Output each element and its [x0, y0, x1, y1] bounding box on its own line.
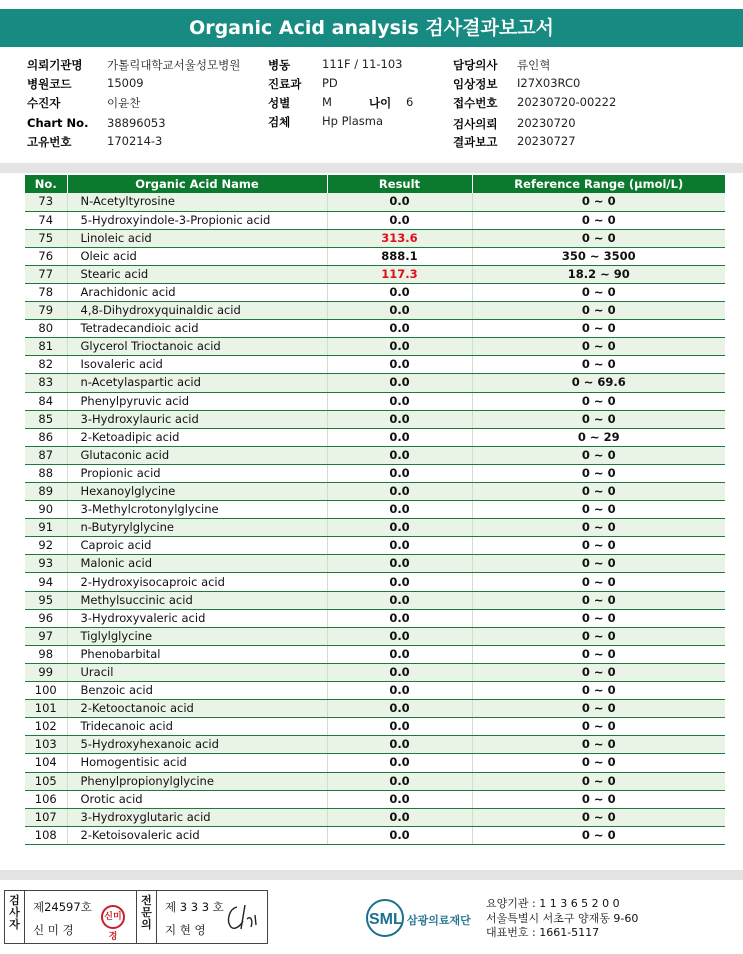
row-reference: 0 ~ 0: [472, 609, 725, 627]
row-number: 91: [25, 519, 67, 537]
row-acid-name: 2-Ketoisovaleric acid: [67, 826, 327, 844]
table-row: [25, 808, 725, 826]
row-result: 0.0: [327, 464, 472, 482]
row-reference: 0 ~ 0: [472, 464, 725, 482]
table-row: [25, 609, 725, 627]
specialist-license: 제 3 3 3 호: [165, 900, 224, 914]
table-row: [25, 410, 725, 428]
row-reference: 0 ~ 0: [472, 392, 725, 410]
label-report-date: 결과보고: [453, 135, 498, 149]
table-row: [25, 790, 725, 808]
row-acid-name: Phenylpropionylglycine: [67, 772, 327, 790]
row-reference: 0 ~ 0: [472, 501, 725, 519]
row-acid-name: Propionic acid: [67, 464, 327, 482]
row-acid-name: Oleic acid: [67, 247, 327, 265]
row-result: 0.0: [327, 790, 472, 808]
row-acid-name: n-Acetylaspartic acid: [67, 374, 327, 392]
row-reference: 0 ~ 69.6: [472, 374, 725, 392]
footer: [0, 880, 743, 954]
table-row: [25, 446, 725, 464]
row-number: 100: [25, 682, 67, 700]
label-clinical-info: 임상정보: [453, 77, 498, 91]
sml-logo: [365, 896, 480, 940]
examiner-license: 제24597호: [33, 900, 92, 914]
row-number: 92: [25, 537, 67, 555]
label-receipt-no: 접수번호: [453, 96, 498, 110]
row-number: 85: [25, 410, 67, 428]
table-row: [25, 555, 725, 573]
row-result: 0.0: [327, 591, 472, 609]
header-result: Result: [327, 175, 472, 193]
table-row: [25, 302, 725, 320]
row-number: 88: [25, 464, 67, 482]
row-result: 0.0: [327, 519, 472, 537]
table-row: [25, 211, 725, 229]
row-acid-name: Malonic acid: [67, 555, 327, 573]
table-row: [25, 591, 725, 609]
table-row: [25, 826, 725, 844]
row-acid-name: 3-Methylcrotonylglycine: [67, 501, 327, 519]
row-acid-name: 3-Hydroxylauric acid: [67, 410, 327, 428]
table-row: [25, 627, 725, 645]
section-divider: [0, 163, 743, 173]
value-patient: 이윤찬: [107, 96, 141, 110]
row-result: 0.0: [327, 645, 472, 663]
value-hospital-code: 15009: [107, 76, 144, 90]
row-result: 0.0: [327, 663, 472, 681]
value-specimen: Hp Plasma: [322, 114, 384, 128]
row-reference: 0 ~ 0: [472, 591, 725, 609]
table-row: [25, 501, 725, 519]
row-number: 76: [25, 247, 67, 265]
row-result: 0.0: [327, 193, 472, 211]
label-ward: 병동: [268, 58, 291, 72]
table-row: [25, 193, 725, 211]
institution-code: 요양기관 : 1 1 3 6 5 2 0 0: [486, 897, 620, 910]
report-title: Organic Acid analysis 검사결과보고서: [0, 9, 743, 47]
row-reference: 0 ~ 0: [472, 193, 725, 211]
header-no: No.: [25, 175, 67, 193]
row-reference: 0 ~ 0: [472, 573, 725, 591]
row-reference: 0 ~ 0: [472, 211, 725, 229]
row-reference: 0 ~ 0: [472, 808, 725, 826]
label-department: 진료과: [268, 77, 302, 91]
value-doctor: 류인혁: [517, 58, 551, 72]
row-result: 0.0: [327, 808, 472, 826]
label-chart-no: Chart No.: [27, 116, 89, 130]
row-number: 80: [25, 320, 67, 338]
row-number: 87: [25, 446, 67, 464]
row-number: 94: [25, 573, 67, 591]
row-result: 0.0: [327, 537, 472, 555]
row-acid-name: Tiglylglycine: [67, 627, 327, 645]
label-doctor: 담당의사: [453, 58, 498, 72]
specialist-label: 전문의: [137, 891, 157, 943]
table-row: [25, 320, 725, 338]
row-result: 0.0: [327, 700, 472, 718]
row-result: 0.0: [327, 627, 472, 645]
row-number: 78: [25, 283, 67, 301]
row-result: 0.0: [327, 682, 472, 700]
specialist-signature: [223, 901, 263, 935]
row-number: 93: [25, 555, 67, 573]
row-number: 101: [25, 700, 67, 718]
row-acid-name: 2-Ketooctanoic acid: [67, 700, 327, 718]
results-table: [25, 175, 725, 845]
row-result: 0.0: [327, 428, 472, 446]
footer-divider: [0, 870, 743, 880]
table-row: [25, 700, 725, 718]
row-acid-name: 2-Hydroxyisocaproic acid: [67, 573, 327, 591]
label-request-date: 검사의뢰: [453, 117, 498, 131]
row-reference: 0 ~ 0: [472, 645, 725, 663]
row-number: 74: [25, 211, 67, 229]
table-row: [25, 464, 725, 482]
table-row: [25, 645, 725, 663]
row-acid-name: N-Acetyltyrosine: [67, 193, 327, 211]
org-phone: 대표번호 : 1661-5117: [486, 926, 600, 939]
row-number: 108: [25, 826, 67, 844]
row-reference: 350 ~ 3500: [472, 247, 725, 265]
examiner-label: 검사자: [5, 891, 25, 943]
row-result: 0.0: [327, 736, 472, 754]
row-result: 0.0: [327, 826, 472, 844]
table-row: [25, 682, 725, 700]
row-reference: 0 ~ 0: [472, 283, 725, 301]
row-result: 313.6: [327, 229, 472, 247]
row-number: 103: [25, 736, 67, 754]
row-acid-name: Caproic acid: [67, 537, 327, 555]
row-result: 0.0: [327, 211, 472, 229]
header-name: Organic Acid Name: [67, 175, 327, 193]
row-number: 99: [25, 663, 67, 681]
row-reference: 0 ~ 0: [472, 229, 725, 247]
row-reference: 0 ~ 0: [472, 826, 725, 844]
signature-box: [4, 890, 268, 944]
row-acid-name: 5-Hydroxyindole-3-Propionic acid: [67, 211, 327, 229]
row-reference: 0 ~ 0: [472, 736, 725, 754]
row-result: 0.0: [327, 754, 472, 772]
row-number: 79: [25, 302, 67, 320]
row-acid-name: Tridecanoic acid: [67, 718, 327, 736]
table-row: [25, 374, 725, 392]
row-result: 0.0: [327, 446, 472, 464]
row-acid-name: 5-Hydroxyhexanoic acid: [67, 736, 327, 754]
row-acid-name: 2-Ketoadipic acid: [67, 428, 327, 446]
row-result: 117.3: [327, 265, 472, 283]
table-row: [25, 537, 725, 555]
table-row: [25, 519, 725, 537]
row-result: 0.0: [327, 338, 472, 356]
table-row: [25, 283, 725, 301]
results-body: [25, 193, 725, 844]
row-reference: 0 ~ 0: [472, 338, 725, 356]
table-row: [25, 247, 725, 265]
row-number: 89: [25, 483, 67, 501]
row-number: 73: [25, 193, 67, 211]
table-row: [25, 573, 725, 591]
row-number: 95: [25, 591, 67, 609]
value-request-date: 20230720: [517, 116, 576, 130]
row-reference: 0 ~ 0: [472, 483, 725, 501]
row-acid-name: Methylsuccinic acid: [67, 591, 327, 609]
value-unique-no: 170214-3: [107, 134, 163, 148]
row-reference: 18.2 ~ 90: [472, 265, 725, 283]
table-row: [25, 754, 725, 772]
row-number: 98: [25, 645, 67, 663]
row-result: 0.0: [327, 555, 472, 573]
row-acid-name: Homogentisic acid: [67, 754, 327, 772]
row-reference: 0 ~ 0: [472, 627, 725, 645]
row-result: 0.0: [327, 483, 472, 501]
row-reference: 0 ~ 0: [472, 754, 725, 772]
row-reference: 0 ~ 0: [472, 663, 725, 681]
row-reference: 0 ~ 0: [472, 320, 725, 338]
table-row: [25, 772, 725, 790]
row-number: 97: [25, 627, 67, 645]
row-reference: 0 ~ 0: [472, 718, 725, 736]
table-row: [25, 265, 725, 283]
row-acid-name: Tetradecandioic acid: [67, 320, 327, 338]
row-result: 888.1: [327, 247, 472, 265]
row-reference: 0 ~ 0: [472, 682, 725, 700]
row-reference: 0 ~ 0: [472, 700, 725, 718]
row-result: 0.0: [327, 283, 472, 301]
row-reference: 0 ~ 0: [472, 446, 725, 464]
row-result: 0.0: [327, 410, 472, 428]
label-specimen: 검체: [268, 115, 291, 129]
row-number: 96: [25, 609, 67, 627]
row-number: 75: [25, 229, 67, 247]
row-acid-name: Phenobarbital: [67, 645, 327, 663]
row-number: 105: [25, 772, 67, 790]
row-result: 0.0: [327, 501, 472, 519]
row-result: 0.0: [327, 573, 472, 591]
row-result: 0.0: [327, 302, 472, 320]
table-row: [25, 338, 725, 356]
value-ward: 111F / 11-103: [322, 57, 403, 71]
row-result: 0.0: [327, 374, 472, 392]
row-acid-name: Stearic acid: [67, 265, 327, 283]
label-hospital-code: 병원코드: [27, 77, 72, 91]
row-number: 77: [25, 265, 67, 283]
label-unique-no: 고유번호: [27, 135, 72, 149]
specialist-name: 지 현 영: [165, 923, 206, 937]
row-acid-name: Hexanoylglycine: [67, 483, 327, 501]
row-result: 0.0: [327, 392, 472, 410]
row-number: 84: [25, 392, 67, 410]
row-reference: 0 ~ 0: [472, 790, 725, 808]
row-number: 86: [25, 428, 67, 446]
row-acid-name: Benzoic acid: [67, 682, 327, 700]
org-address: 서울특별시 서초구 양재동 9-60: [486, 911, 639, 925]
label-patient: 수진자: [27, 96, 61, 110]
row-acid-name: 4,8-Dihydroxyquinaldic acid: [67, 302, 327, 320]
label-age: 나이: [369, 96, 392, 110]
value-report-date: 20230727: [517, 134, 576, 148]
row-acid-name: Linoleic acid: [67, 229, 327, 247]
value-department: PD: [322, 76, 338, 90]
organization-info: [486, 897, 638, 941]
row-acid-name: Glutaconic acid: [67, 446, 327, 464]
label-sex: 성별: [268, 96, 291, 110]
row-result: 0.0: [327, 718, 472, 736]
examiner-name: 신 미 경: [33, 923, 74, 937]
table-row: [25, 428, 725, 446]
row-number: 81: [25, 338, 67, 356]
row-number: 90: [25, 501, 67, 519]
table-row: [25, 392, 725, 410]
row-number: 83: [25, 374, 67, 392]
row-reference: 0 ~ 0: [472, 302, 725, 320]
value-age: 6: [406, 95, 414, 109]
row-acid-name: Glycerol Trioctanoic acid: [67, 338, 327, 356]
table-row: [25, 229, 725, 247]
table-row: [25, 356, 725, 374]
row-reference: 0 ~ 0: [472, 356, 725, 374]
row-acid-name: Isovaleric acid: [67, 356, 327, 374]
row-number: 102: [25, 718, 67, 736]
header-reference: Reference Range (μmol/L): [472, 175, 725, 193]
row-result: 0.0: [327, 320, 472, 338]
row-reference: 0 ~ 0: [472, 410, 725, 428]
row-acid-name: n-Butyrylglycine: [67, 519, 327, 537]
table-row: [25, 483, 725, 501]
row-acid-name: Uracil: [67, 663, 327, 681]
table-header-row: [25, 175, 725, 193]
table-row: [25, 663, 725, 681]
logo-org-name: 삼광의료재단: [407, 914, 471, 927]
value-hospital: 가톨릭대학교서울성모병원: [107, 58, 241, 72]
row-result: 0.0: [327, 356, 472, 374]
row-reference: 0 ~ 0: [472, 555, 725, 573]
row-number: 106: [25, 790, 67, 808]
row-reference: 0 ~ 0: [472, 519, 725, 537]
row-reference: 0 ~ 0: [472, 537, 725, 555]
patient-info-block: [0, 55, 743, 155]
table-row: [25, 736, 725, 754]
row-reference: 0 ~ 29: [472, 428, 725, 446]
value-clinical-info: I27X03RC0: [517, 76, 581, 90]
row-number: 107: [25, 808, 67, 826]
value-sex: M: [322, 95, 332, 109]
row-acid-name: 3-Hydroxyvaleric acid: [67, 609, 327, 627]
row-result: 0.0: [327, 772, 472, 790]
row-number: 82: [25, 356, 67, 374]
examiner-seal: 신미경: [101, 905, 125, 929]
label-hospital: 의뢰기관명: [27, 58, 83, 72]
value-chart-no: 38896053: [107, 116, 166, 130]
row-acid-name: Arachidonic acid: [67, 283, 327, 301]
row-acid-name: 3-Hydroxyglutaric acid: [67, 808, 327, 826]
logo-text: SML: [369, 911, 403, 928]
table-row: [25, 718, 725, 736]
row-acid-name: Orotic acid: [67, 790, 327, 808]
row-acid-name: Phenylpyruvic acid: [67, 392, 327, 410]
row-number: 104: [25, 754, 67, 772]
value-receipt-no: 20230720-00222: [517, 95, 617, 109]
row-reference: 0 ~ 0: [472, 772, 725, 790]
row-result: 0.0: [327, 609, 472, 627]
